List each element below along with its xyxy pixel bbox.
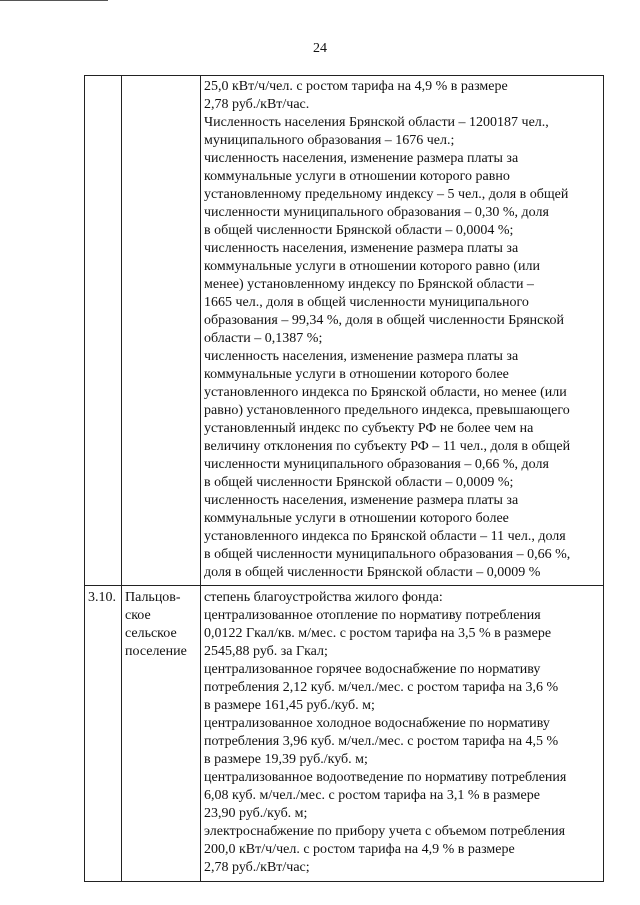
text-line: централизованное горячее водоснабжение по нормативу [204, 662, 541, 677]
text-line: степень благоустройства жилого фонда: [204, 590, 443, 605]
text-line: 2545,88 руб. за Гкал; [204, 644, 328, 659]
text-line: численность населения, изменение размера платы за [204, 493, 519, 508]
text-line: 0,0122 Гкал/кв. м/мес. с ростом тарифа на 3,5 % в размере [204, 626, 552, 641]
text-line: 25,0 кВт/ч/чел. с ростом тарифа на 4,9 % в размере [204, 79, 508, 94]
text-line: в размере 161,45 руб./куб. м; [204, 698, 375, 713]
text-line: централизованное водоотведение по нормативу потребления [204, 770, 567, 785]
settlement-name-line: ское [125, 608, 151, 623]
text-line: установленного индекса по Брянской области, но менее (или [204, 385, 567, 400]
text-line: 23,90 руб./куб. м; [204, 806, 308, 821]
text-line: коммунальные услуги в отношении которого равно [204, 169, 510, 184]
settlement-name-line: сельское [125, 626, 177, 641]
table-row [85, 76, 604, 586]
text-line: равно) установленного предельного индекса, превышающего [204, 403, 570, 418]
text-line: 2,78 руб./кВт/час; [204, 860, 310, 875]
text-line: установленный индекс по субъекту РФ не более чем на [204, 421, 534, 436]
text-line: в общей численности Брянской области – 0,0004 %; [204, 223, 514, 238]
text-line: электроснабжение по прибору учета с объемом потребления [204, 824, 566, 839]
settlement-name-line: Пальцов- [125, 590, 181, 605]
text-line: установленному предельному индексу – 5 чел., доля в общей [204, 187, 569, 202]
text-line: 6,08 куб. м/чел./мес. с ростом тарифа на 3,1 % в размере [204, 788, 540, 803]
text-line: численность населения, изменение размера платы за [204, 349, 519, 364]
text-line: в общей численности муниципального образования – 0,66 %, [204, 547, 571, 562]
text-line: коммунальные услуги в отношении которого равно (или [204, 259, 540, 274]
settlement-name-cell [122, 586, 201, 882]
settlement-name-cell [122, 76, 201, 586]
text-line: доля в общей численности Брянской области – 0,0009 % [204, 565, 541, 580]
text-line: потребления 3,96 куб. м/чел./мес. с ростом тарифа на 4,5 % [204, 734, 559, 749]
text-line: образования – 99,34 %, доля в общей численности Брянской [204, 313, 564, 328]
text-line: муниципального образования – 1676 чел.; [204, 133, 455, 148]
text-line: численности муниципального образования – 0,30 %, доля [204, 205, 549, 220]
text-line: в общей численности Брянской области – 0,0009 %; [204, 475, 514, 490]
text-line: централизованное холодное водоснабжение по нормативу [204, 716, 550, 731]
text-line: установленного индекса по Брянской области – 11 чел., доля [204, 529, 566, 544]
text-line: коммунальные услуги в отношении которого более [204, 367, 509, 382]
page-number: 24 [313, 41, 327, 56]
row-number-cell [85, 76, 122, 586]
settlement-name-line: поселение [125, 644, 187, 659]
text-line: величину отклонения по субъекту РФ – 11 чел., доля в общей [204, 439, 571, 454]
text-line: области – 0,1387 %; [204, 331, 323, 346]
row-number: 3.10. [88, 590, 116, 605]
description-cell [201, 76, 604, 586]
text-line: коммунальные услуги в отношении которого более [204, 511, 509, 526]
text-line: централизованное отопление по нормативу потребления [204, 608, 541, 623]
document-table [84, 75, 604, 882]
table-row [85, 586, 604, 882]
text-line: в размере 19,39 руб./куб. м; [204, 752, 368, 767]
text-line: численности муниципального образования – 0,66 %, доля [204, 457, 549, 472]
description-cell [201, 586, 604, 882]
top-edge-rule [0, 0, 108, 1]
text-line: численность населения, изменение размера платы за [204, 151, 519, 166]
row-number-cell [85, 586, 122, 882]
text-line: Численность населения Брянской области – 1200187 чел., [204, 115, 549, 130]
text-line: 2,78 руб./кВт/час. [204, 97, 310, 112]
text-line: потребления 2,12 куб. м/чел./мес. с ростом тарифа на 3,6 % [204, 680, 559, 695]
text-line: численность населения, изменение размера платы за [204, 241, 519, 256]
text-line: 1665 чел., доля в общей численности муниципального [204, 295, 529, 310]
text-line: менее) установленному индексу по Брянской области – [204, 277, 534, 292]
text-line: 200,0 кВт/ч/чел. с ростом тарифа на 4,9 % в размере [204, 842, 515, 857]
